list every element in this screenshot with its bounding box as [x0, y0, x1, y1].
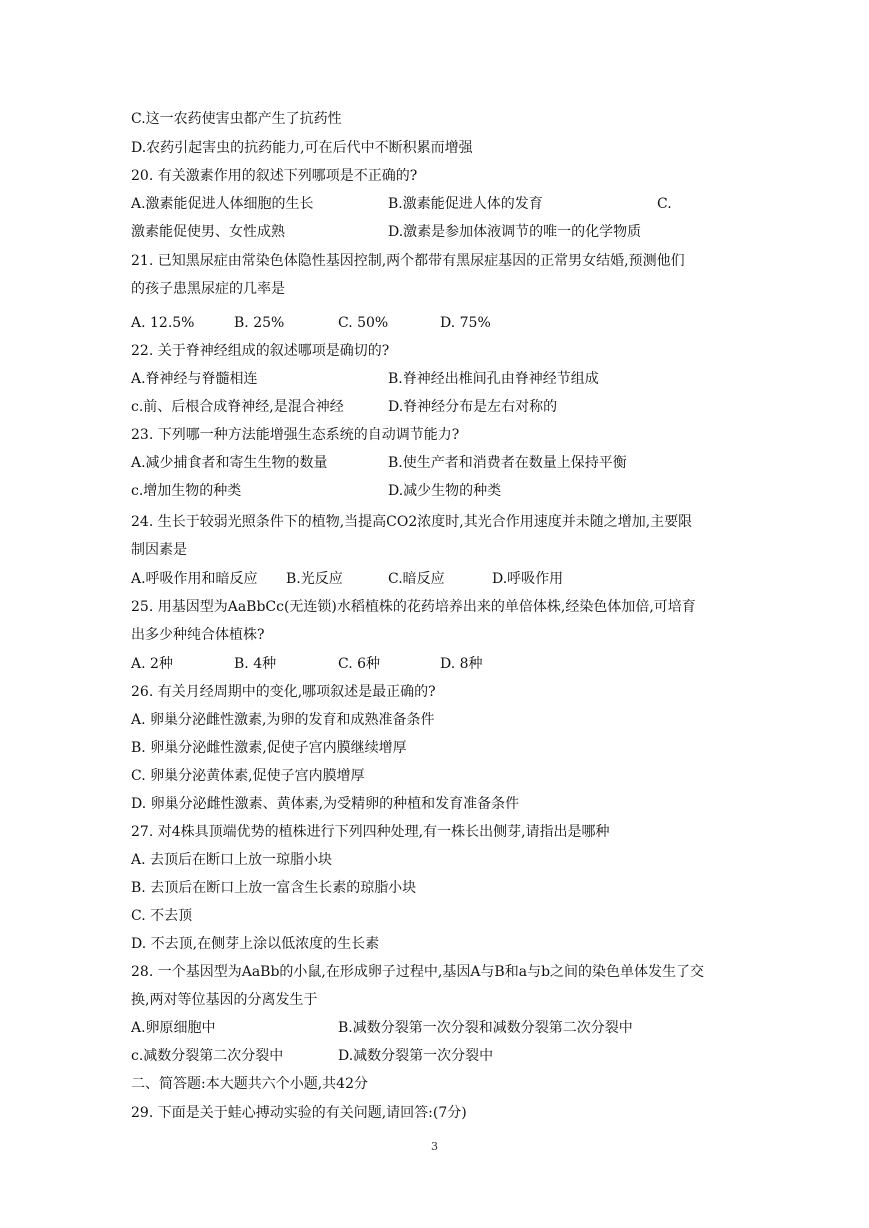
question-25-cont: 出多少种纯合体植株?	[131, 627, 265, 643]
option-20c-text: 激素能促使男、女性成熟	[131, 224, 285, 240]
option-28a: A.卵原细胞中	[131, 1020, 216, 1036]
option-21d: D. 75%	[440, 315, 491, 331]
option-20d: D.激素是参加体液调节的唯一的化学物质	[388, 224, 642, 240]
option-24c: C.暗反应	[388, 571, 445, 587]
option-22c: c.前、后根合成脊神经,是混合神经	[131, 399, 344, 415]
question-24: 24. 生长于较弱光照条件下的植物,当提高CO2浓度时,其光合作用速度并未随之增加,主要限	[131, 514, 693, 530]
question-28: 28. 一个基因型为AaBb的小鼠,在形成卵子过程中,基因A与B和a与b之间的染色单体发生了交	[131, 964, 705, 980]
option-21a: A. 12.5%	[131, 315, 195, 331]
option-24b: B.光反应	[286, 571, 343, 587]
question-28-cont: 换,两对等位基因的分离发生于	[131, 992, 318, 1008]
option-22b: B.脊神经出椎间孔由脊神经节组成	[388, 371, 599, 387]
page-number: 3	[431, 1140, 438, 1153]
option-24a: A.呼吸作用和暗反应	[131, 571, 258, 587]
option-28c: c.减数分裂第二次分裂中	[131, 1048, 284, 1064]
question-23: 23. 下列哪一种方法能增强生态系统的自动调节能力?	[131, 427, 460, 443]
option-28d: D.减数分裂第一次分裂中	[338, 1048, 494, 1064]
option-26d: D. 卵巢分泌雌性激素、黄体素,为受精卵的种植和发育准备条件	[131, 796, 520, 812]
option-27c: C. 不去顶	[131, 908, 193, 924]
question-29: 29. 下面是关于蛙心搏动实验的有关问题,请回答:(7分)	[131, 1105, 467, 1121]
option-25c: C. 6种	[338, 656, 381, 672]
section-heading-short-answer: 二、简答题:本大题共六个小题,共42分	[131, 1076, 368, 1092]
question-20: 20. 有关激素作用的叙述下列哪项是不正确的?	[131, 168, 418, 184]
option-28b: B.减数分裂第一次分裂和减数分裂第二次分裂中	[338, 1020, 633, 1036]
question-26: 26. 有关月经周期中的变化,哪项叙述是最正确的?	[131, 684, 436, 700]
question-21: 21. 已知黑尿症由常染色体隐性基因控制,两个都带有黑尿症基因的正常男女结婚,预测他们	[131, 253, 685, 269]
question-25: 25. 用基因型为AaBbCc(无连锁)水稻植株的花药培养出来的单倍体株,经染色体加倍,可培育	[131, 599, 696, 615]
option-27b: B. 去顶后在断口上放一富含生长素的琼脂小块	[131, 880, 417, 896]
option-23b: B.使生产者和消费者在数量上保持平衡	[388, 455, 627, 471]
option-21b: B. 25%	[234, 315, 285, 331]
option-27a: A. 去顶后在断口上放一琼脂小块	[131, 852, 333, 868]
question-27: 27. 对4株具顶端优势的植株进行下列四种处理,有一株长出侧芽,请指出是哪种	[131, 824, 610, 840]
option-20a: A.激素能促进人体细胞的生长	[131, 196, 314, 212]
option-20b: B.激素能促进人体的发育	[388, 196, 543, 212]
option-26a: A. 卵巢分泌雌性激素,为卵的发育和成熟准备条件	[131, 712, 435, 728]
option-19d: D.农药引起害虫的抗药能力,可在后代中不断积累而增强	[131, 140, 473, 156]
option-25b: B. 4种	[234, 656, 277, 672]
question-22: 22. 关于脊神经组成的叙述哪项是确切的?	[131, 343, 390, 359]
option-21c: C. 50%	[338, 315, 389, 331]
question-21-cont: 的孩子患黑尿症的几率是	[131, 281, 285, 297]
option-24d: D.呼吸作用	[492, 571, 564, 587]
option-19c: C.这一农药使害虫都产生了抗药性	[131, 111, 342, 127]
option-22d: D.脊神经分布是左右对称的	[388, 399, 558, 415]
option-27d: D. 不去顶,在侧芽上涂以低浓度的生长素	[131, 936, 380, 952]
option-20c-label: C.	[657, 196, 672, 212]
option-26b: B. 卵巢分泌雌性激素,促使子宫内膜继续增厚	[131, 740, 407, 756]
option-25a: A. 2种	[131, 656, 173, 672]
option-26c: C. 卵巢分泌黄体素,促使子宫内膜增厚	[131, 768, 365, 784]
option-23d: D.减少生物的种类	[388, 483, 502, 499]
option-22a: A.脊神经与脊髓相连	[131, 371, 258, 387]
option-23a: A.减少捕食者和寄生生物的数量	[131, 455, 328, 471]
question-24-cont: 制因素是	[131, 542, 187, 558]
option-23c: c.增加生物的种类	[131, 483, 242, 499]
option-25d: D. 8种	[440, 656, 483, 672]
